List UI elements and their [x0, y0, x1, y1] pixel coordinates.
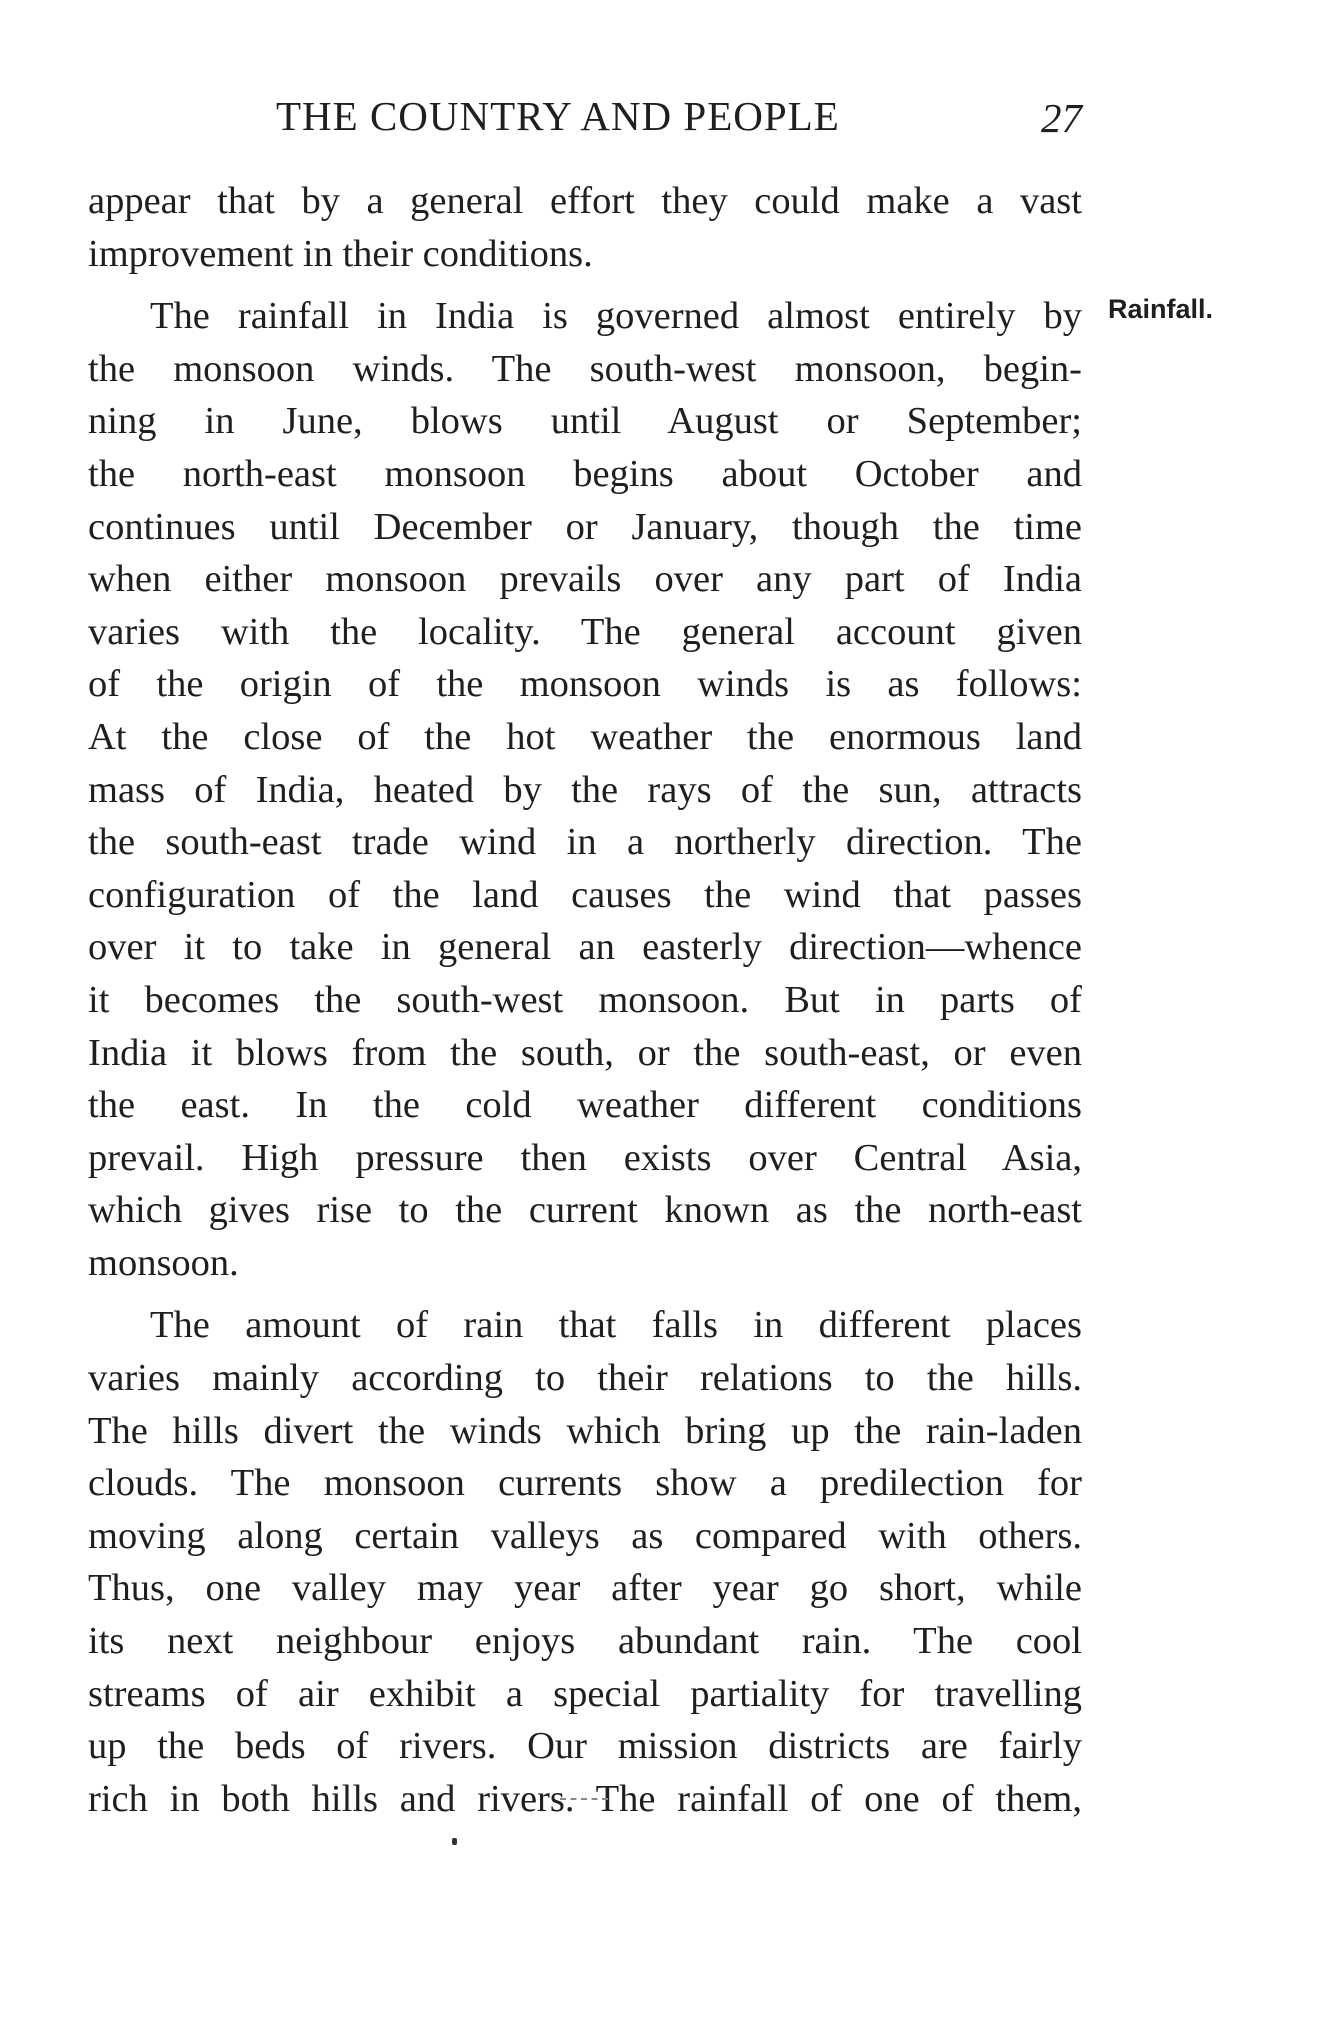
text-line: the south-east trade wind in a northerly direction. The — [88, 821, 1082, 864]
text-line: the east. In the cold weather different conditions — [88, 1084, 1082, 1127]
text-line: At the close of the hot weather the enormous land — [88, 715, 1082, 758]
text-line: The rainfall in India is governed almost entirely by — [150, 295, 1082, 338]
running-head — [88, 90, 1082, 142]
paragraph-2 — [88, 290, 1082, 1289]
text-line: mass of India, heated by the rays of the sun, attracts — [88, 768, 1082, 811]
text-line: the north-east monsoon begins about October and — [88, 452, 1082, 495]
body-text — [88, 175, 1082, 1825]
text-line: continues until December or January, though the time — [88, 505, 1082, 548]
text-line: varies with the locality. The general account given — [88, 610, 1082, 653]
text-line: it becomes the south-west monsoon. But in parts of — [88, 978, 1082, 1021]
text-line: its next neighbour enjoys abundant rain. The cool — [88, 1620, 1082, 1663]
text-line: when either monsoon prevails over any part of India — [88, 558, 1082, 601]
text-line: rich in both hills and rivers. The rainfall of one of them, — [88, 1777, 1082, 1820]
text-line: prevail. High pressure then exists over Central Asia, — [88, 1136, 1082, 1179]
text-line: ning in June, blows until August or September; — [88, 400, 1082, 443]
text-line: monsoon. — [88, 1241, 239, 1284]
text-line: appear that by a general effort they could make a vast — [88, 180, 1082, 222]
running-title: THE COUNTRY AND PEOPLE — [276, 93, 840, 139]
text-line: The hills divert the winds which bring up the rain-laden — [88, 1409, 1082, 1452]
text-line: streams of air exhibit a special partiality for travelling — [88, 1672, 1082, 1715]
text-line: India it blows from the south, or the south-east, or even — [88, 1031, 1082, 1074]
text-line: over it to take in general an easterly direction—whence — [88, 926, 1082, 969]
margin-note-rainfall: Rainfall. — [1108, 294, 1214, 324]
print-artifact-dot — [452, 1838, 457, 1845]
text-line: of the origin of the monsoon winds is as follows: — [88, 663, 1082, 706]
text-line: configuration of the land causes the wind that passes — [88, 873, 1082, 916]
text-line: up the beds of rivers. Our mission districts are fairly — [88, 1725, 1082, 1768]
paragraph-1 — [88, 175, 1082, 280]
text-line: which gives rise to the current known as the north-east — [88, 1189, 1082, 1232]
text-line: moving along certain valleys as compared with others. — [88, 1514, 1082, 1557]
text-line: The amount of rain that falls in different places — [150, 1304, 1082, 1347]
text-line: improvement in their conditions. — [88, 232, 593, 275]
text-line: Thus, one valley may year after year go short, while — [88, 1567, 1082, 1610]
print-artifact-underline — [560, 1796, 608, 1800]
page-number: 27 — [1041, 95, 1082, 141]
text-line: clouds. The monsoon currents show a predilection for — [88, 1462, 1082, 1505]
text-line: varies mainly according to their relations to the hills. — [88, 1357, 1082, 1400]
text-line: the monsoon winds. The south-west monsoon, begin- — [88, 347, 1082, 390]
paragraph-3 — [88, 1299, 1082, 1825]
